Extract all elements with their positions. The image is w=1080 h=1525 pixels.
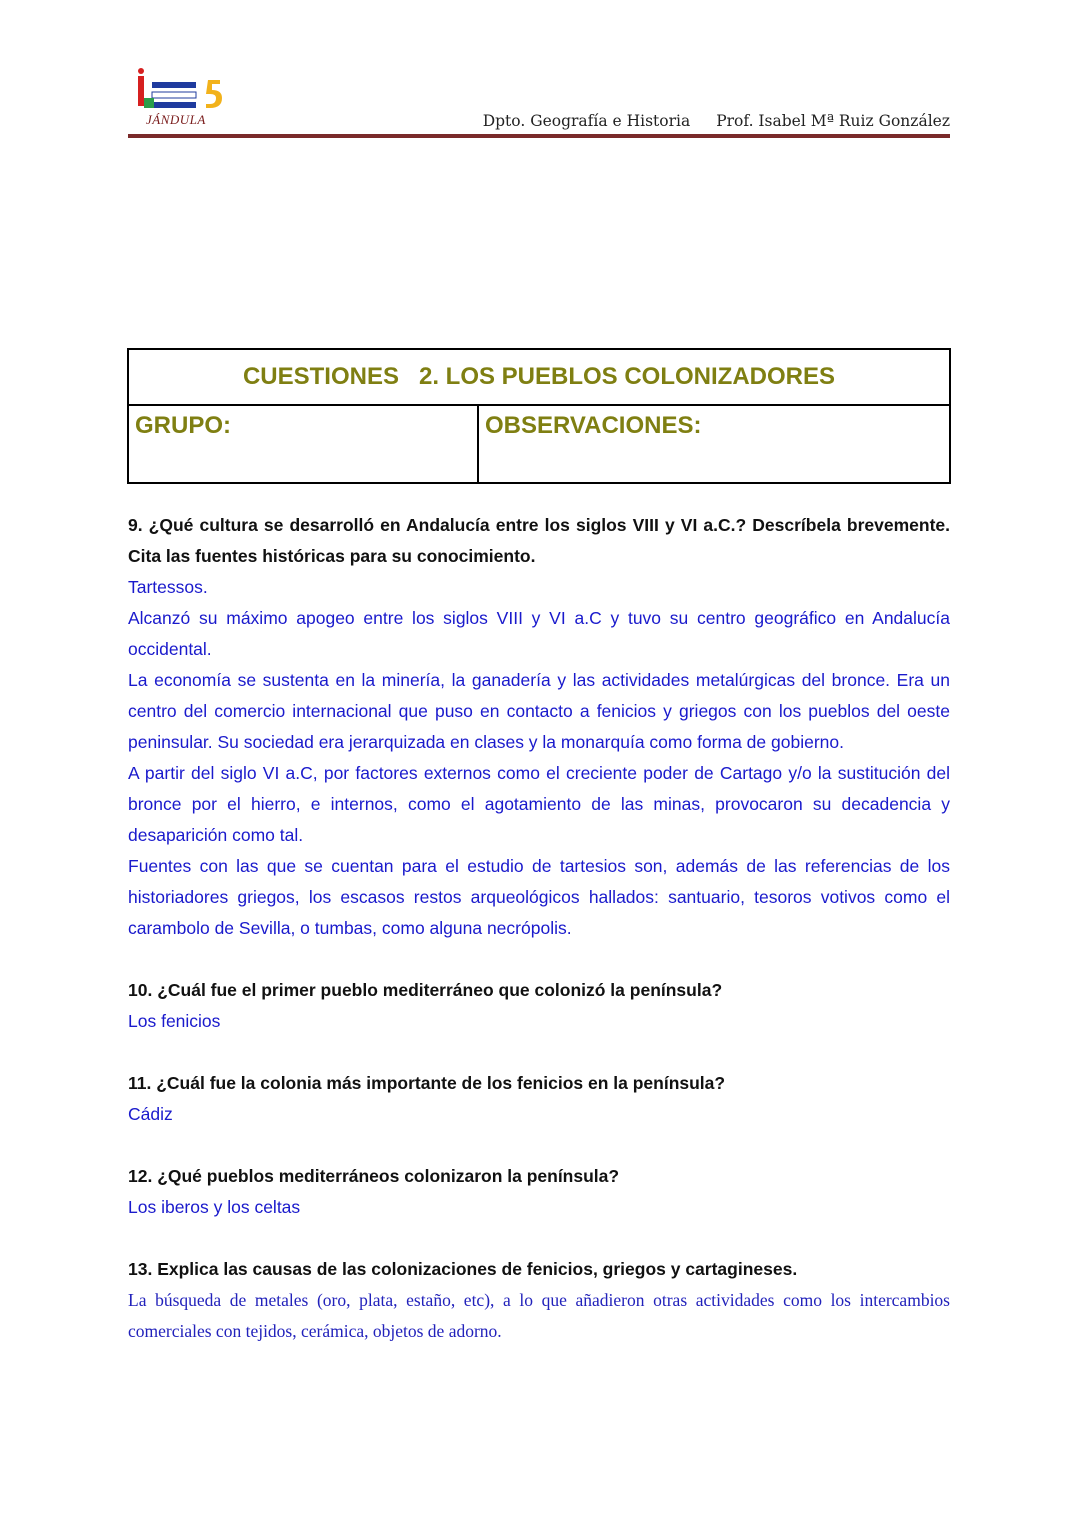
question-10: 10. ¿Cuál fue el primer pueblo mediterráneo que colonizó la península? bbox=[128, 980, 723, 1000]
answer-9-3: La economía se sustenta en la minería, la ganadería y las actividades metalúrgicas del bronce. Era un centro del comercio internacional que puso en contacto a fenicios y griegos con los pueblos del oeste peninsular. Su sociedad era jerarquizada en clases y la monarquía como forma de gobierno. bbox=[128, 670, 950, 752]
answer-9-4: A partir del siglo VI a.C, por factores externos como el creciente poder de Cartago y/o la sustitución del bronce por el hierro, e internos, como el agotamiento de las minas, provocaron su decadencia y desaparición como tal. bbox=[128, 763, 950, 845]
answer-13: La búsqueda de metales (oro, plata, estaño, etc), a lo que añadieron otras actividades como los intercambios comerciales con tejidos, cerámica, objetos de adorno. bbox=[128, 1290, 950, 1341]
question-13: 13. Explica las causas de las colonizaciones de fenicios, griegos y cartagineses. bbox=[128, 1259, 798, 1279]
observaciones-label: OBSERVACIONES: bbox=[485, 412, 702, 439]
worksheet-title: CUESTIONES 2. LOS PUEBLOS COLONIZADORES bbox=[128, 349, 950, 405]
department-label: Dpto. Geografía e Historia bbox=[482, 112, 691, 130]
worksheet-info-box bbox=[127, 348, 951, 484]
header-rule bbox=[128, 134, 950, 138]
question-12: 12. ¿Qué pueblos mediterráneos colonizaron la península? bbox=[128, 1166, 620, 1186]
answer-9-1: Tartessos. bbox=[128, 577, 208, 597]
question-11: 11. ¿Cuál fue la colonia más importante de los fenicios en la península? bbox=[128, 1073, 726, 1093]
logo-text: JÁNDULA bbox=[146, 112, 206, 127]
teacher-label: Prof. Isabel Mª Ruiz González bbox=[716, 112, 950, 130]
answer-10: Los fenicios bbox=[128, 1011, 221, 1031]
answer-12: Los iberos y los celtas bbox=[128, 1197, 301, 1217]
question-9: 9. ¿Qué cultura se desarrolló en Andalucía entre los siglos VIII y VI a.C.? Descríbela brevemente. Cita las fuentes históricas para su conocimiento. bbox=[128, 515, 950, 566]
grupo-label: GRUPO: bbox=[135, 412, 231, 439]
observaciones-field bbox=[478, 405, 950, 483]
answer-9-2: Alcanzó su máximo apogeo entre los siglos VIII y VI a.C y tuvo su centro geográfico en Andalucía occidental. bbox=[128, 608, 950, 659]
header-info bbox=[483, 112, 950, 130]
page-header bbox=[128, 66, 950, 140]
answer-9-5: Fuentes con las que se cuentan para el estudio de tartesios son, además de las referencias de los historiadores griegos, los escasos restos arqueológicos hallados: santuario, tesoros votivos como el carambolo de Sevilla, o tumbas, como alguna necrópolis. bbox=[128, 856, 950, 938]
grupo-field bbox=[128, 405, 478, 483]
questions-content bbox=[128, 510, 950, 1347]
answer-11: Cádiz bbox=[128, 1104, 173, 1124]
